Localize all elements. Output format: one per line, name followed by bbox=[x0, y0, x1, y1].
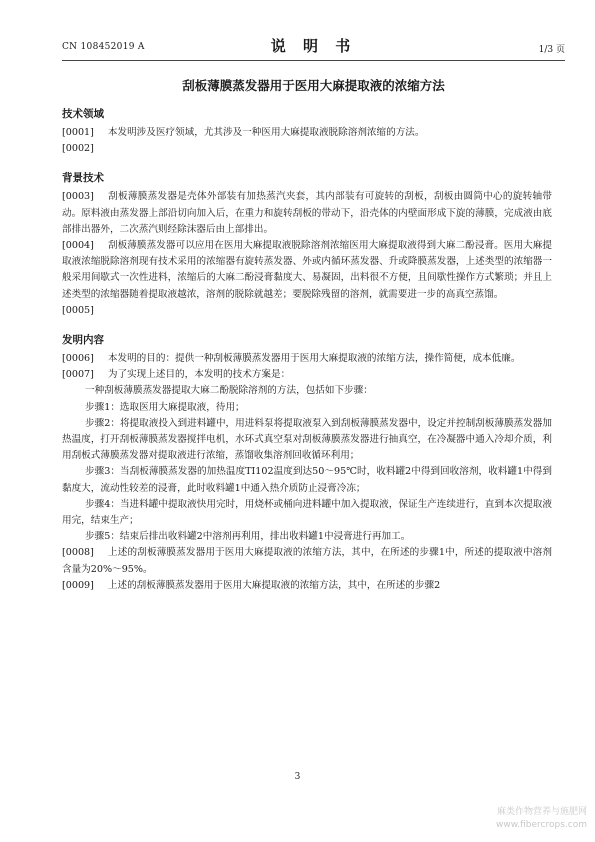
paragraph-number: [0003] bbox=[62, 191, 94, 203]
paragraph-0006 bbox=[62, 351, 552, 367]
page-number: 3 bbox=[294, 772, 301, 782]
paragraph-0002 bbox=[62, 141, 552, 157]
paragraph-0008 bbox=[62, 545, 552, 577]
page-of: 1/3 页 bbox=[538, 45, 565, 55]
paragraph-number: [0001] bbox=[62, 127, 94, 138]
paragraph-0007 bbox=[62, 367, 552, 383]
section-heading-background: 背景技术 bbox=[62, 172, 104, 185]
paragraph-text: 上述的刮板薄膜蒸发器用于医用大麻提取液的浓缩方法，其中，在所述的步骤1中，所述的提取液中溶剂含量为20%～95%。 bbox=[62, 547, 552, 575]
step-2: 步骤2：将提取液投入到进料罐中，用进料泵将提取液泵入到刮板薄膜蒸发器中，设定并控制刮板薄膜蒸发器加热温度，打开刮板薄膜蒸发器搅拌电机，水环式真空泵对刮板薄膜蒸发器进行抽真空，在冷凝器中通入冷却介质，利用刮板式薄膜蒸发器对提取液进行浓缩，蒸馏收集溶剂回收循环利用； bbox=[62, 417, 552, 462]
patent-number: CN 108452019 A bbox=[62, 42, 145, 52]
document-type: 说 明 书 bbox=[270, 37, 357, 55]
document-body bbox=[62, 107, 552, 594]
section-heading-tech-field: 技术领域 bbox=[62, 108, 104, 120]
step-4: 步骤4：当进料罐中提取液快用完时，用烧杯或桶向进料罐中加入提取液，保证生产连续进行，直到本次提取液用完，结束生产； bbox=[62, 498, 552, 527]
document-title: 刮板薄膜蒸发器用于医用大麻提取液的浓缩方法 bbox=[182, 78, 445, 93]
paragraph-0005 bbox=[62, 303, 552, 319]
step-5: 步骤5：结束后排出收料罐2中溶剂再利用，排出收料罐1中浸膏进行再加工。 bbox=[85, 531, 411, 543]
paragraph-text: 上述的刮板薄膜蒸发器用于医用大麻提取液的浓缩方法，其中，在所述的步骤2 bbox=[107, 579, 441, 591]
paragraph-text: 本发明涉及医疗领域，尤其涉及一种医用大麻提取液脱除溶剂浓缩的方法。 bbox=[107, 127, 425, 138]
paragraph-number: [0004] bbox=[62, 240, 94, 252]
method-intro: 一种刮板薄膜蒸发器提取大麻二酚脱除溶剂的方法，包括如下步骤： bbox=[85, 385, 373, 397]
paragraph-number: [0002] bbox=[62, 143, 94, 155]
paragraph-text: 刮板薄膜蒸发器可以应用在医用大麻提取液脱除溶剂浓缩医用大麻提取液得到大麻二酚浸膏。医用大麻提取液浓缩脱除溶剂现有技术采用的浓缩器有旋转蒸发器、外或内循环蒸发器、升或降膜蒸发器，上述类型的浓缩器一般采用间歇式一次性进料，浓缩后的大麻二酚浸膏黏度大、易凝固，出料很不方便，且间歇性操作方式繁琐；并且上述类型的浓缩器随着提取液越浓，溶剂的脱除就越差；要脱除残留的溶剂，就需要进一步的高真空蒸馏。 bbox=[62, 240, 552, 300]
paragraph-0004 bbox=[62, 238, 552, 303]
watermark-url: www.fibercrops.com bbox=[496, 820, 587, 830]
watermark-site-name: 麻类作物营养与施肥网 bbox=[496, 807, 587, 817]
paragraph-text: 为了实现上述目的，本发明的技术方案是： bbox=[107, 369, 291, 381]
paragraph-number: [0009] bbox=[62, 579, 94, 591]
paragraph-0009 bbox=[62, 578, 552, 594]
paragraph-number: [0006] bbox=[62, 353, 94, 365]
section-heading-invention: 发明内容 bbox=[62, 334, 104, 347]
paragraph-0003 bbox=[62, 189, 552, 238]
paragraph-text: 刮板薄膜蒸发器是壳体外部装有加热蒸汽夹套，其内部装有可旋转的刮板，刮板由圆筒中心的旋转轴带动。原料液由蒸发器上部沿切向加入后，在重力和旋转刮板的带动下，沿壳体的内壁面形成下旋的薄膜，完成液由底部排出器外，二次蒸汽则经除沫器后由上部排出。 bbox=[62, 191, 552, 235]
paragraph-number: [0005] bbox=[62, 304, 94, 316]
paragraph-number: [0007] bbox=[62, 369, 94, 381]
paragraph-number: [0008] bbox=[62, 547, 94, 559]
paragraph-text: 本发明的目的：提供一种刮板薄膜蒸发器用于医用大麻提取液的浓缩方法，操作简便，成本低廉。 bbox=[107, 353, 521, 365]
page-header bbox=[62, 34, 565, 61]
step-1: 步骤1：选取医用大麻提取液，待用； bbox=[85, 401, 245, 413]
watermark bbox=[496, 806, 587, 832]
step-3: 步骤3：当刮板薄膜蒸发器的加热温度TI102温度到达50～95℃时，收料罐2中得到回收溶剂，收料罐1中得到黏度大，流动性较差的浸膏，此时收料罐1中通入热介质防止浸膏冷冻； bbox=[62, 466, 552, 494]
paragraph-0001 bbox=[62, 125, 552, 141]
